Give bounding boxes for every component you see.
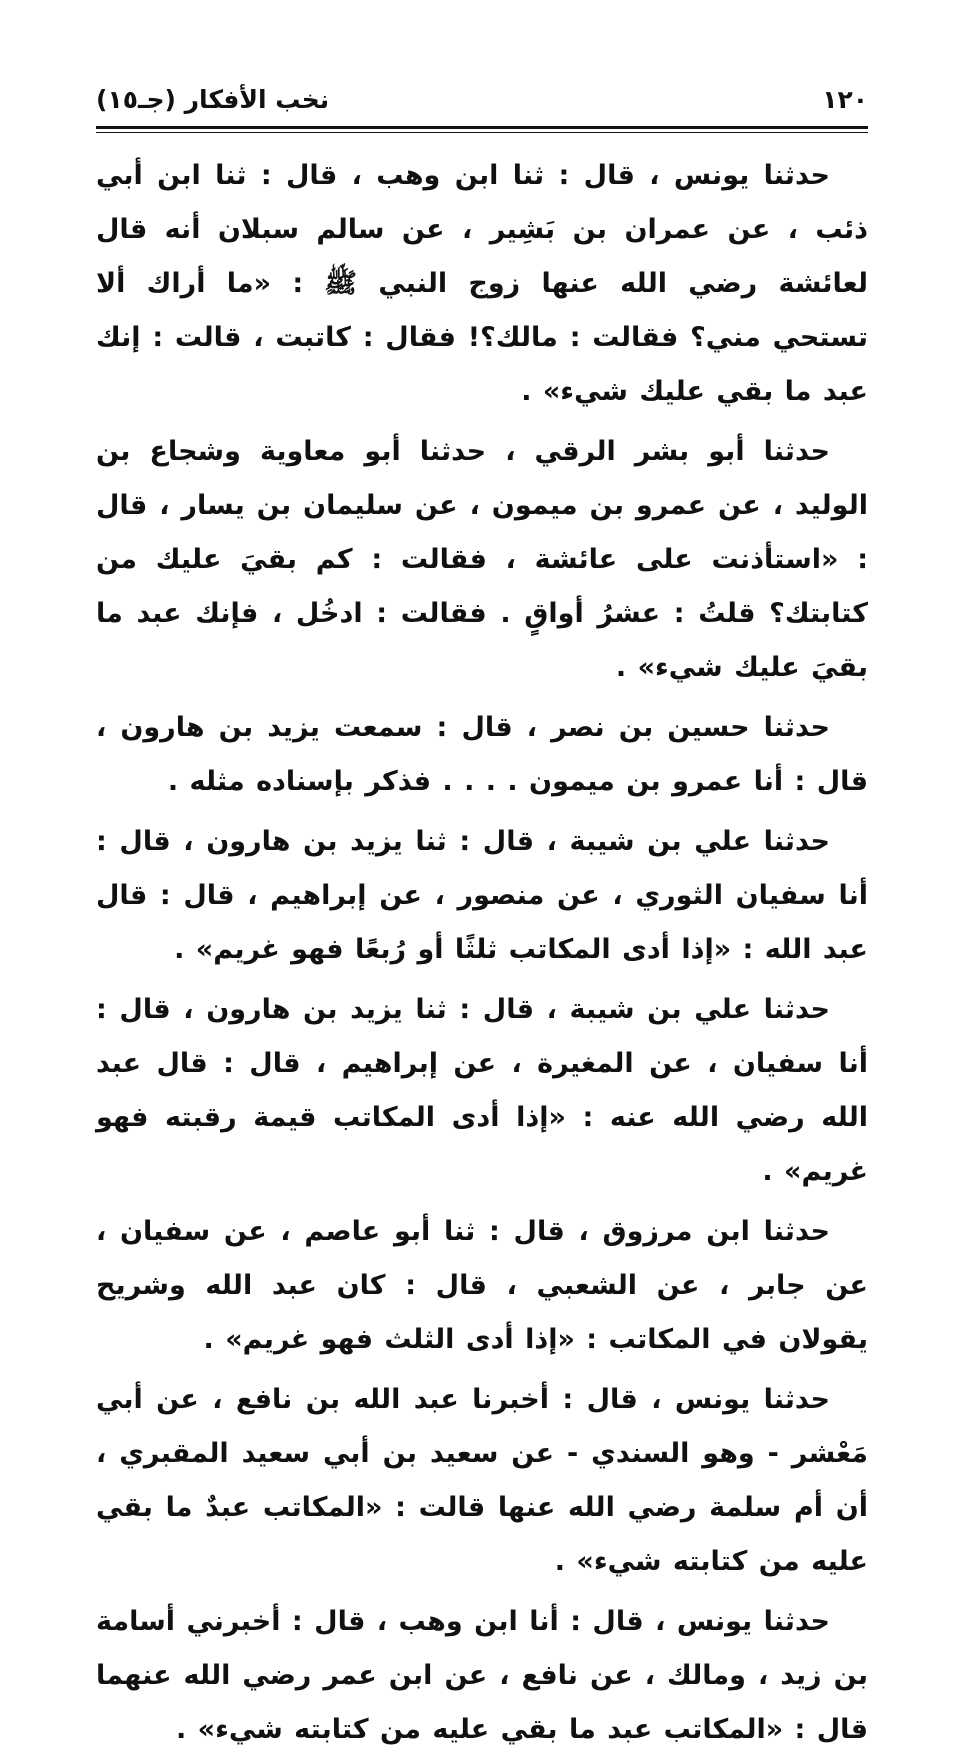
- hadith-paragraph: حدثنا يونس ، قال : أنا ابن وهب ، قال : أخبرني أسامة بن زيد ، ومالك ، عن نافع ، عن ابن عمر رضي الله عنهما قال : «المكاتب عبد ما بقي عليه من كتابته شيء» .: [96, 1606, 868, 1745]
- hadith-paragraph: حدثنا أبو بشر الرقي ، حدثنا أبو معاوية وشجاع بن الوليد ، عن عمرو بن ميمون ، عن سليمان بن يسار ، قال : «استأذنت على عائشة ، فقالت : كم بقيَ عليك من كتابتك؟ قلتُ : عشرُ أواقٍ . فقالت : ادخُل ، فإنك عبد ما بقيَ عليك شيء» .: [96, 436, 868, 683]
- hadith-paragraph: حدثنا يونس ، قال : أخبرنا عبد الله بن نافع ، عن أبي مَعْشر - وهو السندي - عن سعيد بن أبي سعيد المقبري ، أن أم سلمة رضي الله عنها قالت : «المكاتب عبدٌ ما بقي عليه من كتابته شيء» .: [96, 1384, 868, 1577]
- hadith-paragraph: حدثنا علي بن شيبة ، قال : ثنا يزيد بن هارون ، قال : أنا سفيان الثوري ، عن منصور ، عن إبراهيم ، قال : قال عبد الله : «إذا أدى المكاتب ثلثًا أو رُبعًا فهو غريم» .: [96, 826, 868, 965]
- hadith-paragraph: حدثنا علي بن شيبة ، قال : ثنا يزيد بن هارون ، قال : أنا سفيان ، عن المغيرة ، عن إبراهيم ، قال : قال عبد الله رضي الله عنه : «إذا أدى المكاتب قيمة رقبته فهو غريم» .: [96, 994, 868, 1187]
- hadith-paragraph: حدثنا حسين بن نصر ، قال : سمعت يزيد بن هارون ، قال : أنا عمرو بن ميمون . . . . فذكر بإسناده مثله .: [96, 712, 868, 797]
- header-rule-thin: [96, 132, 868, 133]
- body-text: [96, 149, 868, 1757]
- hadith-paragraph: حدثنا ابن مرزوق ، قال : ثنا أبو عاصم ، عن سفيان ، عن جابر ، عن الشعبي ، قال : كان عبد الله وشريح يقولان في المكاتب : «إذا أدى الثلث فهو غريم» .: [96, 1216, 868, 1355]
- page-number: ١٢٠: [822, 85, 868, 114]
- running-header: [96, 78, 868, 122]
- header-rule-thick: [96, 126, 868, 129]
- hadith-paragraph: حدثنا يونس ، قال : ثنا ابن وهب ، قال : ثنا ابن أبي ذئب ، عن عمران بن بَشِير ، عن سالم سبلان أنه قال لعائشة رضي الله عنها زوج النبي ﷺ : «ما أراك ألا تستحي مني؟ فقالت : مالك؟! فقال : كاتبت ، قالت : إنك عبد ما بقي عليك شيء» .: [96, 160, 868, 407]
- book-title: نخب الأفكار (جـ١٥): [96, 85, 330, 114]
- book-page: [96, 78, 868, 1745]
